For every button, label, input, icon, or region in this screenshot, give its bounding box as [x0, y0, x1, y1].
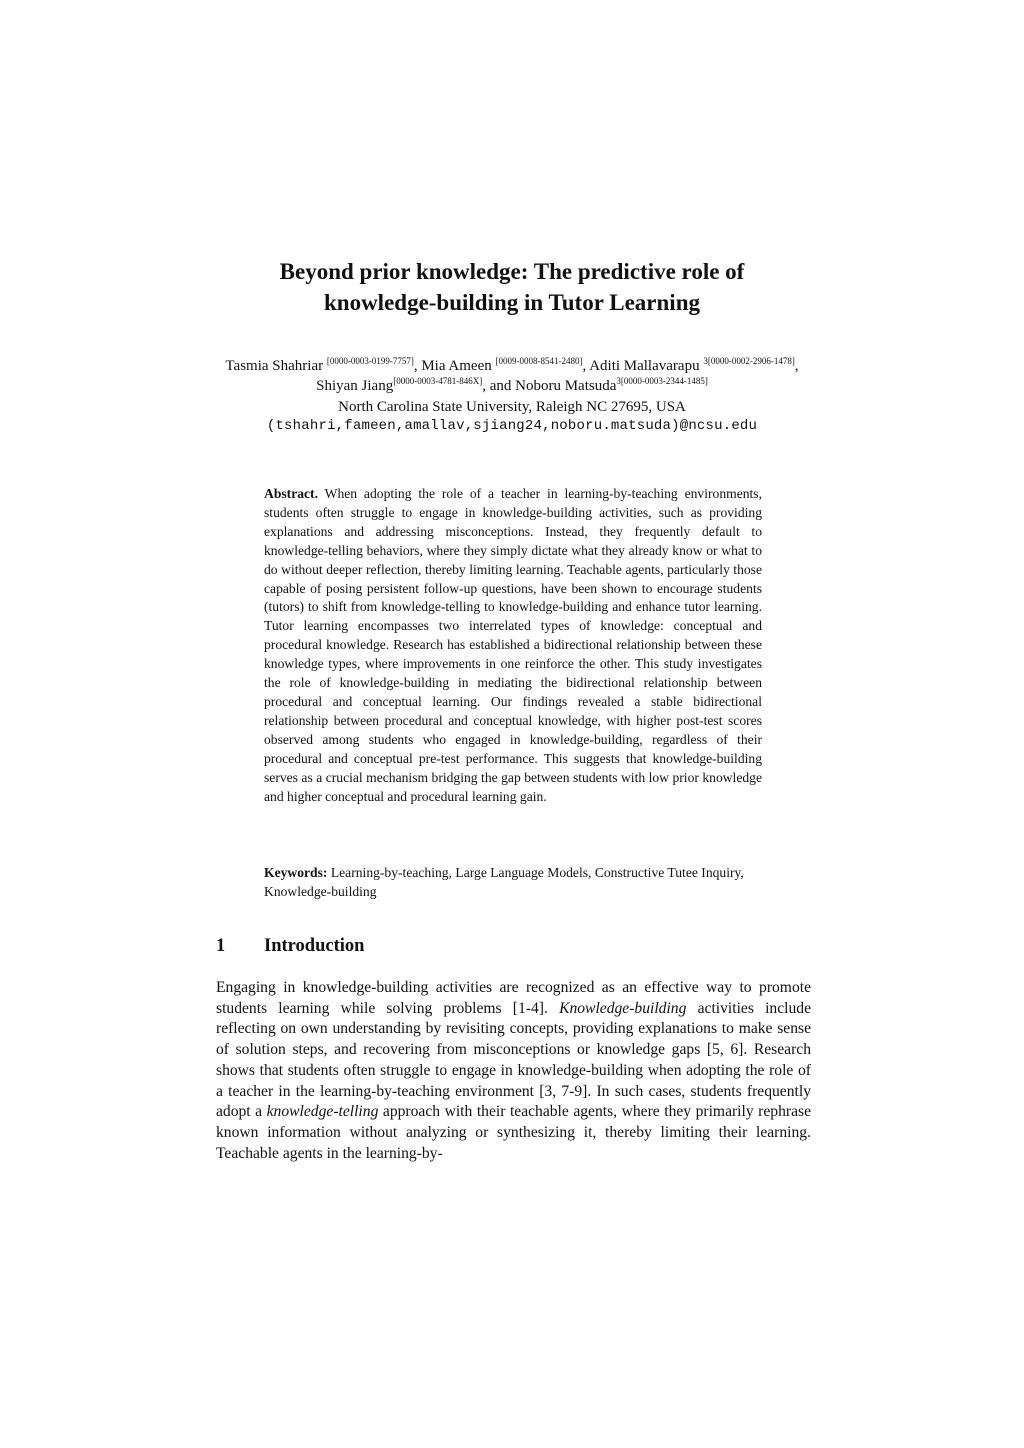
affiliation: North Carolina State University, Raleigh NC 27695, USA	[338, 399, 686, 415]
abstract-text: When adopting the role of a teacher in learning-by-teaching environments, students often struggle to engage in knowledge-building activities, such as providing explanations and addressing misconceptions. Instead, they frequently default to knowledge-telling behaviors, where they simply dictate what they already know or what to do without deeper reflection, thereby limiting learning. Teachable agents, particularly those capable of posing persistent follow-up questions, have been shown to encourage students (tutors) to shift from knowledge-telling to knowledge-building and enhance tutor learning. Tutor learning encompasses two interrelated types of knowledge: conceptual and procedural knowledge. Research has established a bidirectional relationship between these knowledge types, where improvements in one reinforce the other. This study investigates the role of knowledge-building in mediating the bidirectional relationship between procedural and conceptual learning. Our findings revealed a stable bidirectional relationship between procedural and conceptual knowledge, with higher post-test scores observed among students who engaged in knowledge-building, regardless of their procedural and conceptual pre-test performance. This suggests that knowledge-building serves as a crucial mechanism bridging the gap between students with low prior knowledge and higher conceptual and procedural learning gain.	[264, 486, 762, 804]
section-heading	[216, 934, 364, 958]
section-number: 1	[216, 936, 226, 956]
intro-text-3: approach with their teachable agents, where they primarily rephrase known information without analyzing or synthesizing it, thereby limiting their learning. Teachable agents in the learning-by-	[216, 1103, 811, 1162]
author-emails: (tshahri,fameen,amallav,sjiang24,noboru.matsuda)@ncsu.edu	[266, 418, 758, 434]
author-name: Mia Ameen	[421, 358, 492, 374]
author-orcid: [0000-0003-0199-7757]	[326, 356, 414, 366]
author-name: Noboru Matsuda	[515, 378, 617, 394]
section-title: Introduction	[264, 936, 365, 956]
author-orcid: [0009-0008-8541-2480]	[495, 356, 583, 366]
keywords-label: Keywords:	[264, 865, 328, 880]
author-orcid: 3[0000-0002-2906-1478]	[703, 356, 795, 366]
intro-emphasis-2: knowledge-telling	[266, 1103, 379, 1121]
author-name: Shiyan Jiang	[316, 378, 394, 394]
keywords-text: Learning-by-teaching, Large Language Models, Constructive Tutee Inquiry, Knowledge-building	[264, 865, 744, 899]
author-name: Tasmia Shahriar	[225, 358, 324, 374]
intro-text-1: Engaging in knowledge-building activities are recognized as an effective way to promote students learning while solving problems [1-4].	[216, 979, 811, 1017]
title-line-1: Beyond prior knowledge: The predictive role of	[279, 259, 745, 284]
author-orcid: 3[0000-0003-2344-1485]	[616, 376, 708, 386]
introduction-paragraph	[216, 978, 811, 1164]
intro-text-2: activities include reflecting on own understanding by revisiting concepts, providing explanations to make sense of solution steps, and recovering from misconceptions or knowledge gaps [5, 6]. Research shows that students often struggle to engage in knowledge-building when adopting the role of a teacher in the learning-by-teaching environment [3, 7-9]. In such cases, students frequently adopt a	[216, 999, 811, 1121]
keywords	[264, 863, 762, 901]
paper-title	[0, 256, 1024, 318]
author-list: Tasmia Shahriar [0000-0003-0199-7757], Mia Ameen [0009-0008-8541-2480], Aditi Mallavarapu $^{3[0000-0002-2906-1478]}$, Shiyan Jiang[0000-0003-4781-846X], and Noboru Matsuda$^{3[0000-0003-2344-1485]}$	[225, 356, 799, 394]
title-line-2: knowledge-building in Tutor Learning	[323, 290, 700, 315]
author-name: Aditi Mallavarapu	[589, 358, 700, 374]
intro-emphasis-1: Knowledge-building	[559, 999, 687, 1017]
abstract-label: Abstract.	[264, 486, 318, 501]
author-orcid: [0000-0003-4781-846X]	[393, 376, 483, 386]
abstract	[264, 485, 762, 806]
